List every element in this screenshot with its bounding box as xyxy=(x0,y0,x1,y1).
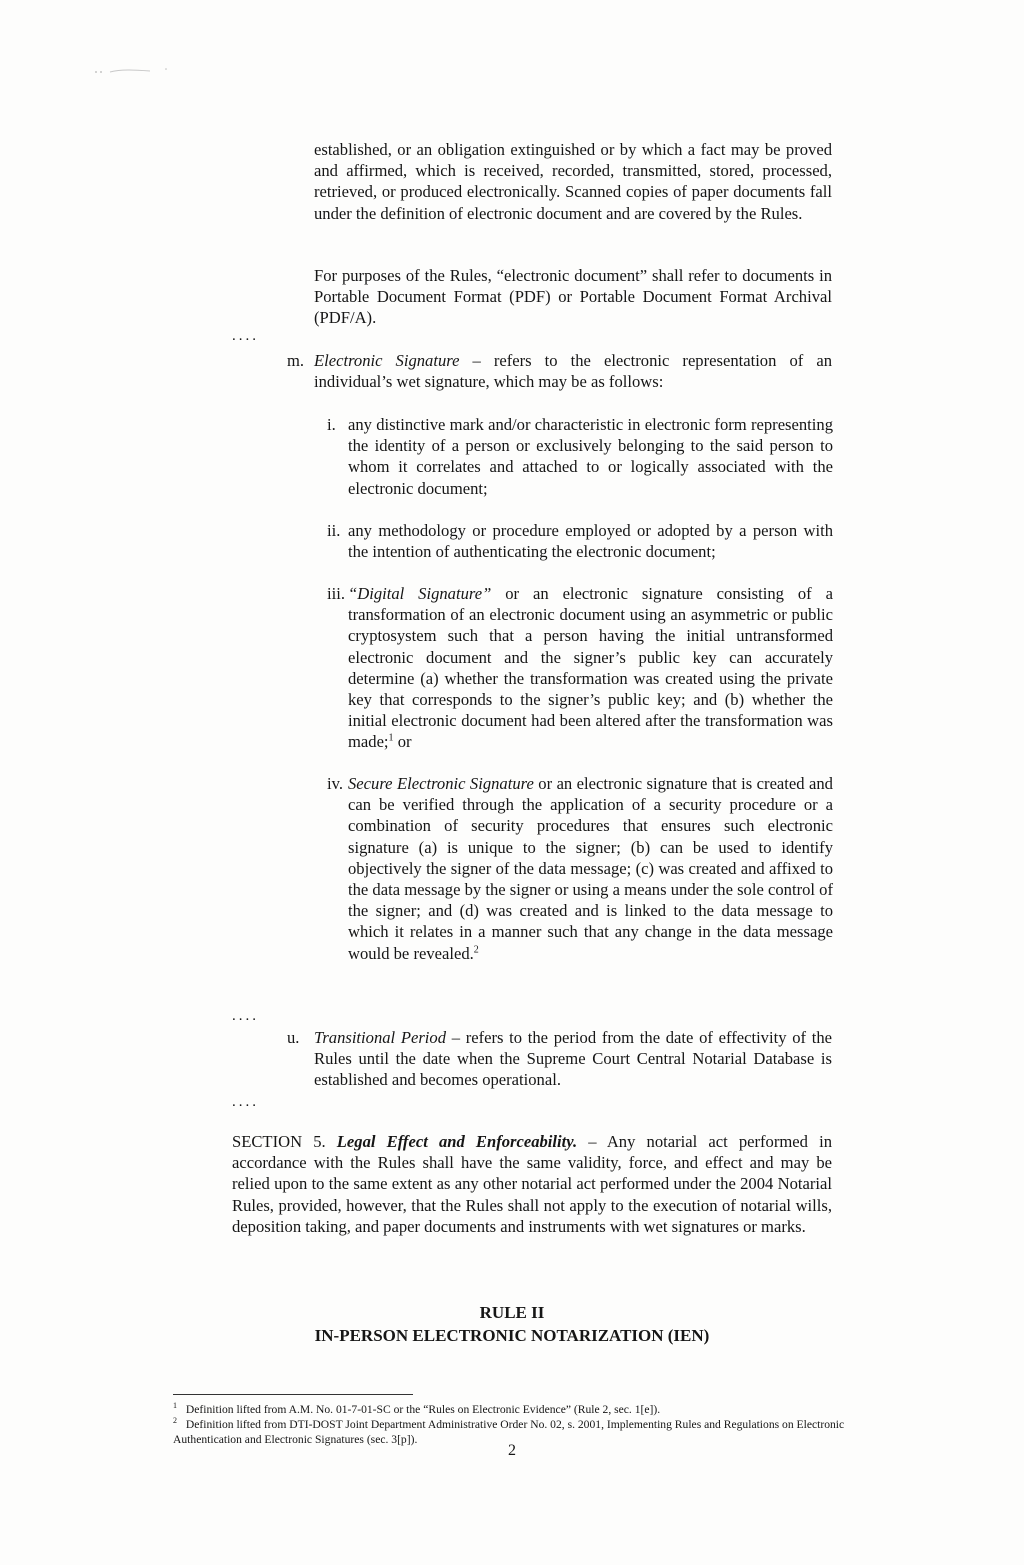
subitem-text: any distinctive mark and/or characteristic in electronic form representing the identity of a person or exclusively belonging to the said person to whom it correlates and attached to or logically associated with the electronic document; xyxy=(348,415,833,498)
subitem-text: or an electronic signature that is created and can be verified through the application of a security procedure or a combination of security procedures that ensures such electronic signature (a) is unique to the signer; (b) can be used to identify objectively the signer of the data message; (c) was created and affixed to the data message by the signer or using a means under the sole control of the signer; and (d) was created and is linked to the data message to which it relates in a manner such that any change in the data message would be revealed. xyxy=(348,774,833,963)
continuation-text: established, or an obligation extinguished or by which a fact may be proved and affirmed, which is received, recorded, transmitted, stored, processed, retrieved, or produced electronically. Scanned copies of paper documents fall under the definition of electronic document and are covered by the Rules. xyxy=(314,140,832,223)
subitem-text: or an electronic signature consisting of a transformation of an electronic document using an asymmetric or public cryptosystem such that a person having the initial untransformed electronic document and the signer’s public key can accurately determine (a) whether the transformation was created using the private key that corresponds to the signer’s public key; and (b) whether the initial electronic document had been altered after the transformation was made; xyxy=(348,584,833,752)
subitem-marker: ii. xyxy=(327,521,341,540)
purposes-text: For purposes of the Rules, “electronic document” shall refer to documents in Portable Document Format (PDF) or Portable Document Format Archival (PDF/A). xyxy=(314,266,832,328)
subitem-body xyxy=(348,414,833,499)
subitem-i xyxy=(327,414,833,504)
definition-item-u xyxy=(287,1027,833,1093)
subitem-text: any methodology or procedure employed or adopted by a person with the intention of authenticating the electronic document; xyxy=(348,521,833,562)
section-label: SECTION 5. xyxy=(232,1132,337,1151)
scan-artifact xyxy=(92,66,170,76)
subitem-body xyxy=(348,583,833,753)
omission-ellipsis: .... xyxy=(232,1008,259,1024)
subitem-iii xyxy=(327,583,833,758)
subitem-ii xyxy=(327,520,833,564)
subitem-tail: or xyxy=(393,732,412,752)
defined-term: “Digital Signature” xyxy=(348,584,492,603)
definition-continuation xyxy=(314,139,832,224)
section-5-paragraph xyxy=(232,1131,832,1237)
section-title: Legal Effect and Enforceability. xyxy=(336,1132,578,1151)
purposes-paragraph xyxy=(314,265,832,329)
item-marker: u. xyxy=(287,1028,300,1047)
omission-ellipsis: .... xyxy=(232,1094,259,1110)
defined-term: Transitional Period xyxy=(314,1028,447,1047)
subitem-marker: iv. xyxy=(327,774,343,793)
definition-text: – refers to the electronic representation of an individual’s wet signature, which may be as follows: xyxy=(314,351,832,392)
footnote-text: Definition lifted from DTI-DOST Joint Department Administrative Order No. 02, s. 2001, Implementing Rules and Regulations on Electronic Authentication and Electronic Signatures (sec. 3[p]). xyxy=(173,1418,845,1446)
footnote-divider xyxy=(173,1394,413,1395)
definition-item-m xyxy=(287,350,833,400)
subitem-marker: iii. xyxy=(327,584,345,603)
omission-ellipsis: .... xyxy=(232,328,259,344)
footnote-number: 1 xyxy=(173,1401,177,1411)
footnote-1 xyxy=(173,1402,873,1417)
item-marker: m. xyxy=(287,351,305,370)
subitem-iv xyxy=(327,773,833,988)
footnote-number: 2 xyxy=(173,1416,177,1426)
section-text: – Any notarial act performed in accordance with the Rules shall have the same validity, force, and effect and may be relied upon to the same extent as any other notarial act performed under the 2004 Notarial Rules, provided, however, that the Rules shall not apply to the execution of notarial wills, deposition taking, and paper documents and instruments with wet signatures or marks. xyxy=(232,1132,832,1236)
footnote-reference: 2 xyxy=(473,944,479,956)
subitem-marker: i. xyxy=(327,415,336,434)
footnote-reference: 1 xyxy=(388,732,394,744)
page-number: 2 xyxy=(508,1442,516,1459)
rule-heading-title: IN-PERSON ELECTRONIC NOTARIZATION (IEN) xyxy=(314,1326,710,1345)
footnote-text: Definition lifted from A.M. No. 01-7-01-SC or the “Rules on Electronic Evidence” (Rule 2, sec. 1[e]). xyxy=(185,1403,661,1416)
defined-term: Electronic Signature xyxy=(314,351,460,370)
definition-body xyxy=(314,350,832,392)
rule-heading-number: RULE II xyxy=(479,1303,545,1322)
subitem-body xyxy=(348,520,833,562)
subitem-body xyxy=(348,773,833,964)
defined-term: Secure Electronic Signature xyxy=(348,774,534,793)
definition-body xyxy=(314,1027,832,1091)
definition-text: – refers to the period from the date of effectivity of the Rules until the date when the Supreme Court Central Notarial Database is established and becomes operational. xyxy=(314,1028,832,1090)
